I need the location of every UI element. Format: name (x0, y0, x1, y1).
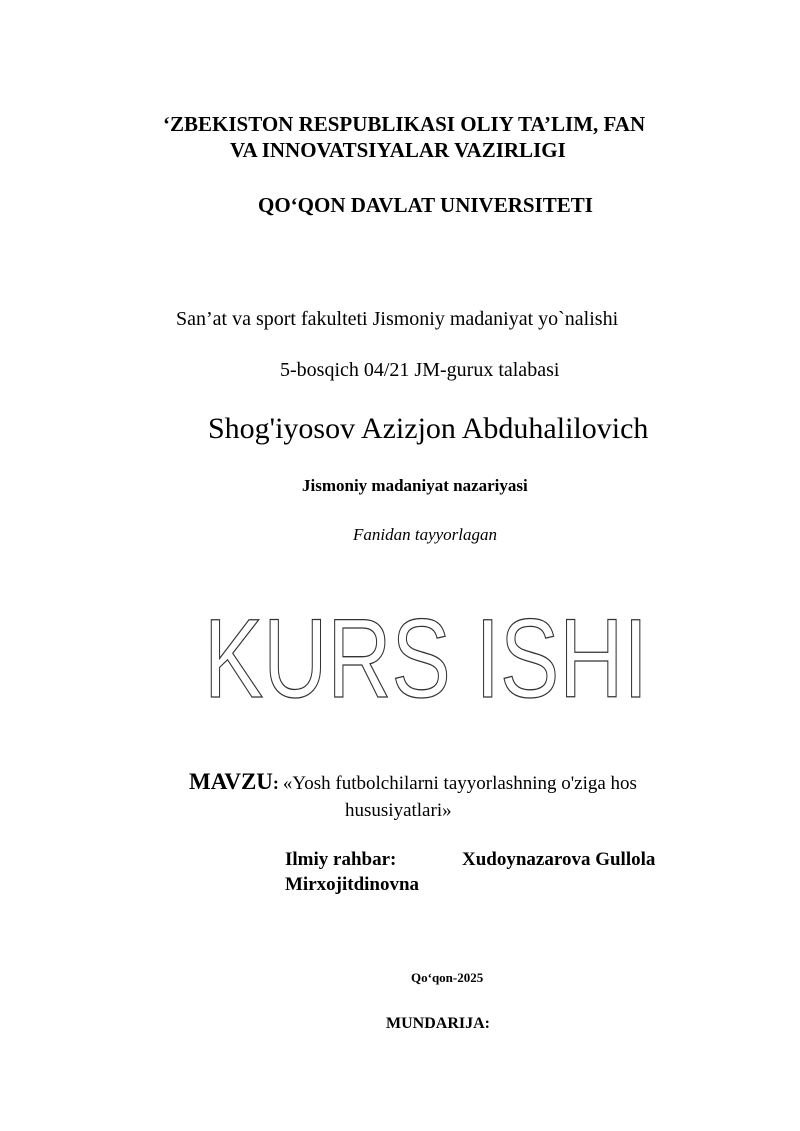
prepared-for-subject: Fanidan tayyorlagan (353, 525, 498, 544)
supervisor-name-line2: Mirxojitdinovna (285, 874, 420, 895)
topic-line (189, 770, 637, 793)
group-line: 5-bosqich 04/21 JM-gurux talabasi (280, 359, 560, 381)
ministry-line-1: ‘ZBEKISTON RESPUBLIKASI OLIY TA’LIM, FAN (163, 112, 646, 136)
topic-text-line2: hususiyatlari» (345, 800, 452, 821)
ministry-line-2: VA INNOVATSIYALAR VAZIRLIGI (230, 138, 566, 162)
topic-colon: : (272, 773, 279, 793)
subject-name: Jismoniy madaniyat nazariyasi (302, 476, 528, 495)
topic-label: MAVZU (189, 769, 273, 794)
student-name: Shog'iyosov Azizjon Abduhalilovich (208, 412, 649, 445)
contents-heading: MUNDARIJA: (386, 1015, 490, 1032)
university-name: QO‘QON DAVLAT UNIVERSITETI (258, 193, 593, 217)
title-kurs-ishi: KURS ISHI (204, 596, 648, 721)
topic-text-line1: «Yosh futbolchilarni tayyorlashning o'ziga hos (282, 773, 637, 794)
place-year: Qo‘qon-2025 (411, 970, 484, 985)
supervisor-label: Ilmiy rahbar: (285, 849, 397, 870)
supervisor-name-line1: Xudoynazarova Gullola (462, 849, 656, 870)
faculty-line: San’at va sport fakulteti Jismoniy madaniyat yo`nalishi (176, 308, 619, 330)
